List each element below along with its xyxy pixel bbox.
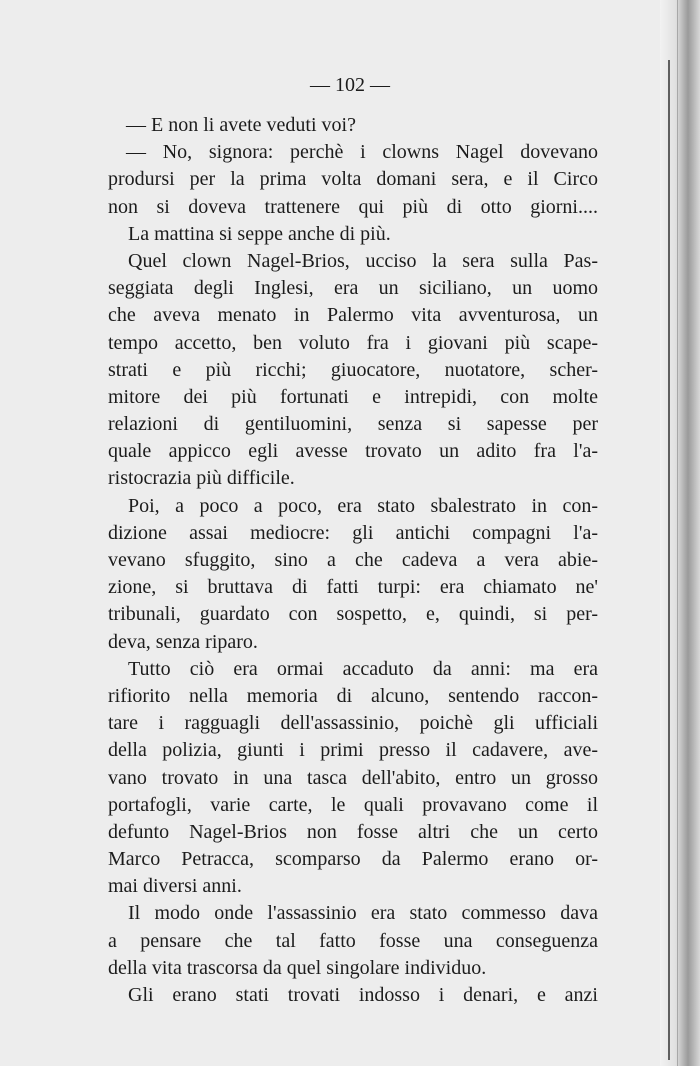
text-line: Poi, a poco a poco, era stato sbalestrato in con- bbox=[128, 494, 598, 517]
text-line: Gli erano stati trovati indosso i denari, e anzi bbox=[128, 984, 598, 1006]
text-line: vano trovato in una tasca dell'abito, entro un grosso bbox=[108, 766, 598, 789]
text-line: zione, si bruttava di fatti turpi: era chiamato ne' bbox=[108, 576, 598, 599]
text-line: che aveva menato in Palermo vita avventurosa, un bbox=[108, 304, 598, 327]
text-line: tribunali, guardato con sospetto, e, quindi, si per- bbox=[108, 603, 598, 626]
text-line: tempo accetto, ben voluto fra i giovani più scape- bbox=[108, 331, 598, 354]
text-line: — No, signora: perchè i clowns Nagel dovevano bbox=[126, 141, 598, 164]
text-line: dizione assai mediocre: gli antichi compagni l'a- bbox=[108, 521, 598, 544]
text-line: quale appicco egli avesse trovato un adito fra l'a- bbox=[108, 440, 598, 463]
text-line: mitore dei più fortunati e intrepidi, con molte bbox=[108, 385, 598, 408]
text-line: — E non li avete veduti voi? bbox=[126, 114, 356, 136]
text-line: della vita trascorsa da quel singolare individuo. bbox=[108, 956, 487, 979]
text-line: seggiata degli Inglesi, era un siciliano, un uomo bbox=[108, 277, 598, 300]
spine-edge-line-outer bbox=[677, 0, 678, 1066]
text-line: non si doveva trattenere qui più di otto giorni.... bbox=[108, 195, 598, 218]
text-line: defunto Nagel-Brios non fosse altri che un certo bbox=[108, 820, 598, 843]
text-line: deva, senza riparo. bbox=[108, 630, 258, 653]
text-line: a pensare che tal fatto fosse una conseguenza bbox=[108, 929, 598, 952]
text-line: Quel clown Nagel-Brios, ucciso la sera sulla Pas- bbox=[128, 249, 598, 272]
text-line: Tutto ciò era ormai accaduto da anni: ma era bbox=[128, 657, 598, 680]
text-line: portafogli, varie carte, le quali provavano come il bbox=[108, 793, 598, 816]
spine-edge-line bbox=[668, 60, 670, 1060]
text-line: ristocrazia più difficile. bbox=[108, 467, 295, 490]
text-line: Marco Petracca, scomparso da Palermo erano or- bbox=[108, 848, 598, 871]
text-line: rifiorito nella memoria di alcuno, sentendo raccon- bbox=[108, 684, 598, 707]
text-line: La mattina si seppe anche di più. bbox=[128, 222, 391, 245]
text-line: mai diversi anni. bbox=[108, 875, 242, 898]
text-line: della polizia, giunti i primi presso il cadavere, ave- bbox=[108, 739, 598, 762]
text-line: tare i ragguagli dell'assassinio, poichè gli ufficiali bbox=[108, 712, 598, 735]
text-line: relazioni di gentiluomini, senza si sapesse per bbox=[108, 413, 598, 436]
text-line: Il modo onde l'assassinio era stato commesso dava bbox=[128, 902, 598, 925]
book-spine-shadow bbox=[660, 0, 700, 1066]
page-number: — 102 — bbox=[310, 74, 390, 96]
text-line: strati e più ricchi; giuocatore, nuotatore, scher- bbox=[108, 358, 598, 381]
body-text bbox=[108, 112, 598, 1009]
text-line: prodursi per la prima volta domani sera, e il Circo bbox=[108, 168, 598, 191]
text-line: vevano sfuggito, sino a che cadeva a vera abie- bbox=[108, 549, 598, 571]
